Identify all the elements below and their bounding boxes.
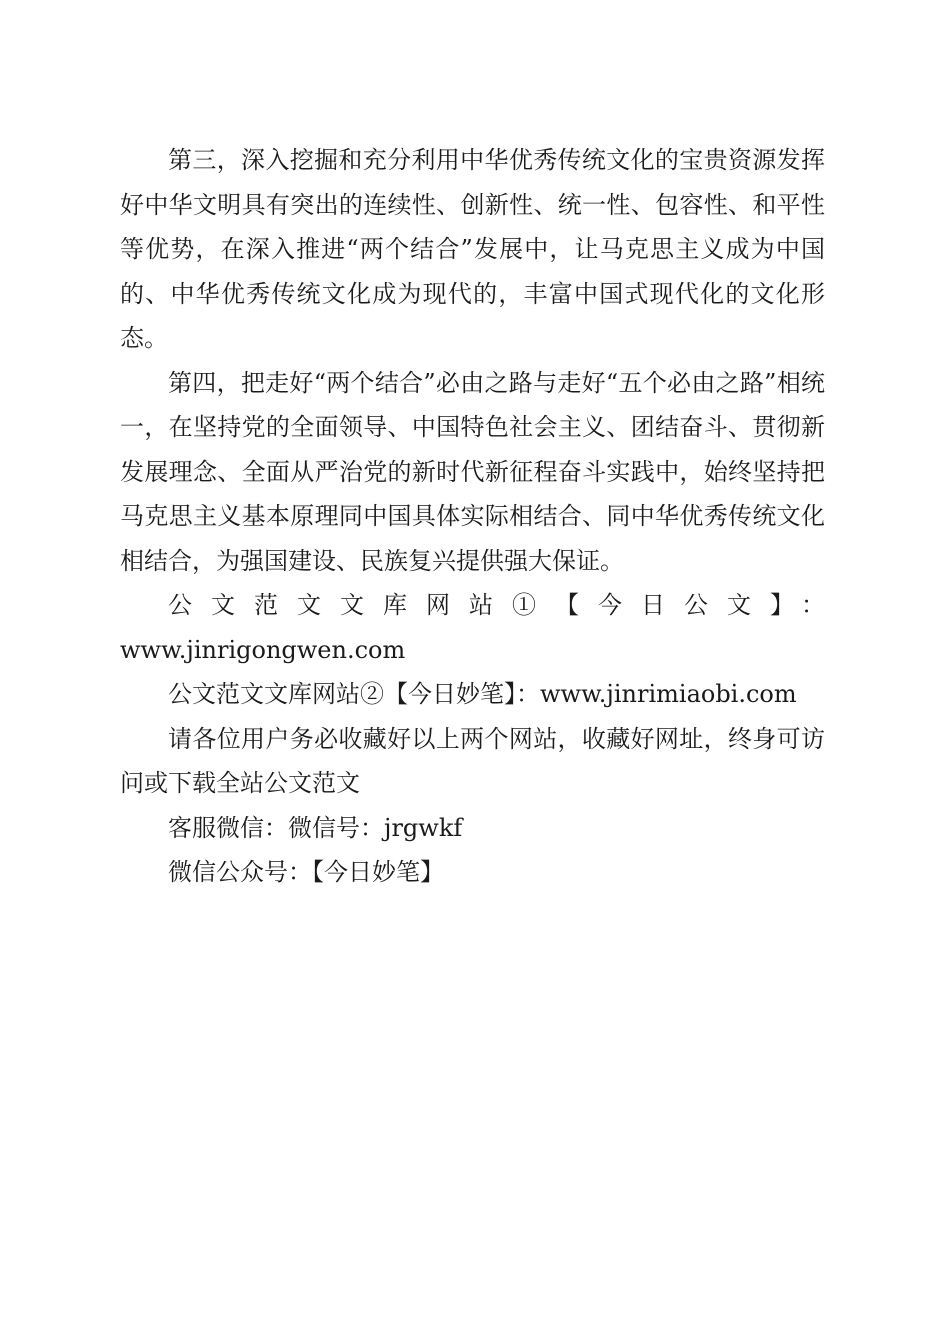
site1-url: www.jinrigongwen.com (120, 635, 406, 664)
paragraph-third-point: 第三，深入挖掘和充分利用中华优秀传统文化的宝贵资源发挥好中华文明具有突出的连续性、创新性、统一性、包容性、和平性等优势，在深入推进“两个结合”发展中，让马克思主义成为中国的、中华优秀传统文化成为现代的，丰富中国式现代化的文化形态。 (120, 146, 825, 352)
site1-label: 公文范文文库网站①【今日公文】： (168, 591, 825, 619)
footer-notice (120, 583, 825, 895)
paragraph-fourth-point: 第四，把走好“两个结合”必由之路与走好“五个必由之路”相统一，在坚持党的全面领导、中国特色社会主义、团结奋斗、贯彻新发展理念、全面从严治党的新时代新征程奋斗实践中，始终坚持把马克思主义基本原理同中国具体实际相结合、同中华优秀传统文化相结合，为强国建设、民族复兴提供强大保证。 (120, 368, 825, 575)
site2-line: 公文范文文库网站②【今日妙笔】：www.jinrimiaobi.com (168, 680, 797, 708)
bookmark-notice: 请各位用户务必收藏好以上两个网站，收藏好网址，终身可访问或下载全站公文范文 (120, 724, 825, 797)
wechat-service: 客服微信：微信号：jrgwkf (168, 813, 463, 842)
document-page (120, 138, 825, 895)
wechat-official-account: 微信公众号：【今日妙笔】 (168, 858, 444, 886)
